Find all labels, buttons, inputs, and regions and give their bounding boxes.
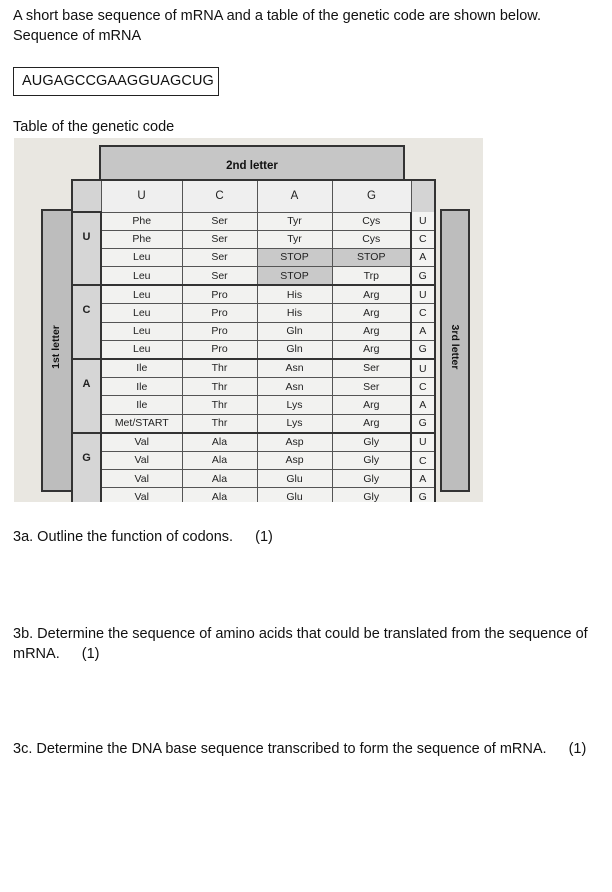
third-letter-cell: U [411,359,435,378]
header-corner-cell [72,180,101,212]
amino-acid-cell: Leu [101,340,182,359]
amino-acid-cell: His [257,304,332,322]
amino-acid-cell: Cys [332,212,411,230]
third-letter-cell: U [411,212,435,230]
amino-acid-cell: Tyr [257,230,332,248]
question-3c-text: 3c. Determine the DNA base sequence transcribed to form the sequence of mRNA. [13,741,547,757]
amino-acid-cell: Gly [332,433,411,452]
second-letter-C: C [182,180,257,212]
amino-acid-cell: Ser [332,378,411,396]
amino-acid-cell: Asp [257,433,332,452]
amino-acid-cell: Gln [257,322,332,340]
third-letter-label: 3rd letter [449,324,461,370]
amino-acid-cell: STOP [257,248,332,266]
first-letter-label: 1st letter [50,325,62,369]
amino-acid-cell: Ser [332,359,411,378]
question-3b [13,624,603,664]
amino-acid-cell: Lys [257,414,332,433]
third-letter-cell: U [411,433,435,452]
first-letter-U: U [72,212,101,285]
amino-acid-cell: Val [101,470,182,488]
amino-acid-cell: Phe [101,212,182,230]
third-letter-cell: A [411,322,435,340]
amino-acid-cell: Thr [182,414,257,433]
amino-acid-cell: Leu [101,304,182,322]
amino-acid-cell: Arg [332,285,411,304]
table-row [72,285,435,304]
second-letter-A: A [257,180,332,212]
amino-acid-cell: Thr [182,359,257,378]
amino-acid-cell: Pro [182,285,257,304]
table-row [72,488,435,502]
amino-acid-cell: Ile [101,396,182,414]
table-row [72,304,435,322]
second-letter-header: 2nd letter [99,145,405,181]
header-corner-cell-right [411,180,435,212]
amino-acid-cell: Leu [101,248,182,266]
amino-acid-cell: Asp [257,451,332,469]
table-row [72,212,435,230]
genetic-code-table-photo [14,138,483,502]
third-letter-cell: U [411,285,435,304]
table-row [72,267,435,286]
amino-acid-cell: Pro [182,304,257,322]
question-3c-marks: (1) [568,741,587,757]
table-row [72,470,435,488]
question-3a [13,527,273,547]
amino-acid-cell: Asn [257,359,332,378]
first-letter-band [41,209,73,492]
table-row [72,359,435,378]
amino-acid-cell: Arg [332,340,411,359]
table-row [72,230,435,248]
amino-acid-cell: Met/START [101,414,182,433]
amino-acid-cell: Leu [101,322,182,340]
table-row [72,396,435,414]
amino-acid-cell: Arg [332,304,411,322]
amino-acid-cell: STOP [257,267,332,286]
table-row [72,414,435,433]
amino-acid-cell: His [257,285,332,304]
amino-acid-cell: Ser [182,230,257,248]
amino-acid-cell: Val [101,488,182,502]
amino-acid-cell: Leu [101,285,182,304]
amino-acid-cell: Leu [101,267,182,286]
amino-acid-cell: Val [101,451,182,469]
third-letter-cell: G [411,414,435,433]
amino-acid-cell: Phe [101,230,182,248]
amino-acid-cell: Ile [101,359,182,378]
amino-acid-cell: Glu [257,488,332,502]
intro-text [13,6,598,46]
second-letter-G: G [332,180,411,212]
question-3b-marks: (1) [81,646,100,662]
amino-acid-cell: Glu [257,470,332,488]
question-3a-text: 3a. Outline the function of codons. [13,529,234,545]
table-row [72,378,435,396]
intro-line-2: Sequence of mRNA [13,28,142,44]
first-letter-G: G [72,433,101,502]
question-3b-text: 3b. Determine the sequence of amino acids that could be translated from the sequence of mRNA. [13,626,588,662]
amino-acid-cell: Val [101,433,182,452]
amino-acid-cell: Cys [332,230,411,248]
amino-acid-cell: Arg [332,396,411,414]
table-row [72,433,435,452]
table-row [72,340,435,359]
table-row [72,322,435,340]
table-row [72,248,435,266]
table-caption: Table of the genetic code [13,119,175,135]
amino-acid-cell: Gln [257,340,332,359]
third-letter-cell: A [411,248,435,266]
third-letter-cell: C [411,378,435,396]
question-3c [13,739,603,759]
amino-acid-cell: Ser [182,267,257,286]
first-letter-A: A [72,359,101,433]
amino-acid-cell: Ile [101,378,182,396]
amino-acid-cell: Pro [182,340,257,359]
first-letter-C: C [72,285,101,359]
amino-acid-cell: Gly [332,488,411,502]
amino-acid-cell: Thr [182,396,257,414]
third-letter-cell: A [411,396,435,414]
amino-acid-cell: Ala [182,451,257,469]
amino-acid-cell: Ala [182,470,257,488]
third-letter-cell: G [411,488,435,502]
amino-acid-cell: Arg [332,322,411,340]
second-letter-U: U [101,180,182,212]
third-letter-cell: C [411,230,435,248]
third-letter-band [440,209,470,492]
amino-acid-cell: Ala [182,488,257,502]
amino-acid-cell: Lys [257,396,332,414]
question-3a-marks: (1) [255,529,273,545]
amino-acid-cell: Tyr [257,212,332,230]
genetic-code-table [71,179,436,502]
amino-acid-cell: Thr [182,378,257,396]
amino-acid-cell: Arg [332,414,411,433]
amino-acid-cell: Asn [257,378,332,396]
mrna-sequence-box: AUGAGCCGAAGGUAGCUG [13,67,219,96]
amino-acid-cell: Ser [182,248,257,266]
amino-acid-cell: Ser [182,212,257,230]
third-letter-cell: A [411,470,435,488]
third-letter-cell: C [411,304,435,322]
amino-acid-cell: Ala [182,433,257,452]
table-row [72,451,435,469]
third-letter-cell: C [411,451,435,469]
third-letter-cell: G [411,267,435,286]
intro-line-1: A short base sequence of mRNA and a table of the genetic code are shown below. [13,8,541,24]
amino-acid-cell: Gly [332,451,411,469]
amino-acid-cell: STOP [332,248,411,266]
amino-acid-cell: Pro [182,322,257,340]
third-letter-cell: G [411,340,435,359]
amino-acid-cell: Trp [332,267,411,286]
amino-acid-cell: Gly [332,470,411,488]
